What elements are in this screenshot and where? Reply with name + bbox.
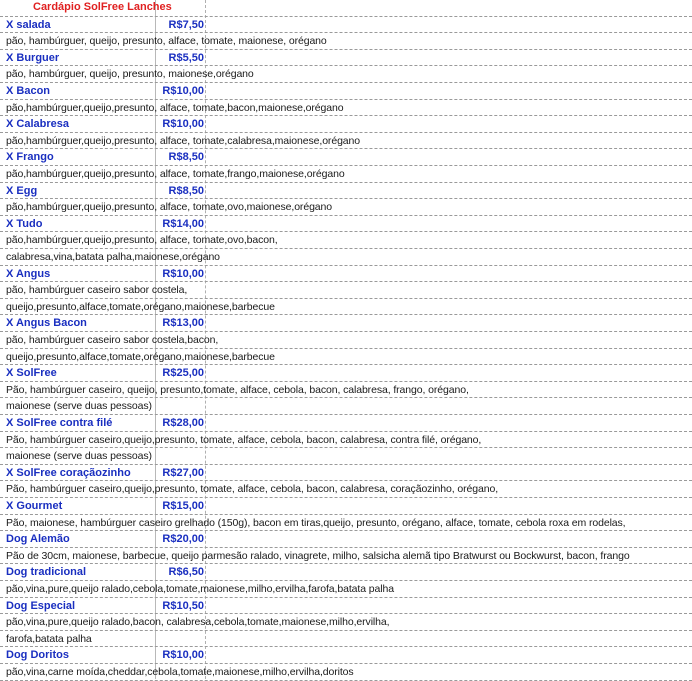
menu-item-row: [0, 647, 692, 664]
item-ingredients: Pão, hambúrguer caseiro,queijo,presunto, tomate, alface, cebola, bacon, calabresa, contra filé, orégano,: [6, 433, 482, 446]
item-name: X Bacon: [6, 85, 51, 97]
item-price: R$10,00: [162, 649, 204, 662]
ingredients-row: [0, 664, 692, 681]
ingredients-row: [0, 33, 692, 50]
item-price: R$8,50: [168, 151, 204, 164]
menu-item-row: [0, 17, 692, 34]
item-ingredients: pão, hambúrguer, queijo, presunto, alface, tomate, maionese, orégano: [6, 35, 327, 48]
item-price: R$27,00: [162, 466, 204, 479]
item-ingredients: queijo,presunto,alface,tomate,orégano,maionese,barbecue: [6, 350, 275, 363]
item-name: X Gourmet: [6, 500, 63, 512]
ingredients-row: [0, 100, 692, 117]
title-row: [0, 0, 692, 17]
ingredients-row: [0, 232, 692, 249]
item-price: R$25,00: [162, 367, 204, 380]
ingredients-row: [0, 382, 692, 399]
item-name: Dog tradicional: [6, 566, 87, 579]
ingredients-row: [0, 199, 692, 216]
item-price: R$10,50: [162, 599, 204, 612]
item-price: R$14,00: [162, 217, 204, 230]
item-name: X Burguer: [6, 51, 60, 64]
item-ingredients: Pão, hambúrguer caseiro,queijo,presunto, tomate, alface, cebola, bacon, calabresa, coraçãozinho, orégano,: [6, 483, 499, 496]
item-ingredients: pão,vina,pure,queijo ralado,bacon, calabresa,cebola,tomate,maionese,milho,ervilha,: [6, 616, 390, 629]
item-ingredients: calabresa,vina,batata palha,maionese,orégano: [6, 251, 220, 263]
item-name: X Calabresa: [6, 118, 69, 131]
item-ingredients: pão,hambúrguer,queijo,presunto, alface, tomate,ovo,maionese,orégano: [6, 201, 333, 214]
ingredients-row: [0, 249, 692, 266]
item-ingredients: pão,hambúrguer,queijo,presunto, alface, tomate,calabresa,maionese,orégano: [6, 134, 361, 147]
item-price: R$10,00: [162, 267, 204, 280]
item-ingredients: pão,hambúrguer,queijo,presunto, alface, tomate,frango,maionese,orégano: [6, 168, 345, 180]
item-name: X Egg: [6, 184, 38, 197]
menu-item-row: [0, 315, 692, 332]
item-ingredients: pão, hambúrguer caseiro sabor costela,: [6, 284, 188, 297]
item-ingredients: farofa,batata palha: [6, 632, 92, 645]
ingredients-row: [0, 166, 692, 183]
item-price: R$6,50: [168, 566, 204, 579]
ingredients-row: [0, 448, 692, 465]
item-name: X Tudo: [6, 217, 43, 230]
ingredients-row: [0, 332, 692, 349]
item-price: R$5,50: [168, 51, 204, 64]
item-name: Dog Alemão: [6, 533, 70, 546]
menu-item-row: [0, 266, 692, 283]
menu-item-row: [0, 365, 692, 382]
item-price: R$8,50: [168, 184, 204, 197]
item-ingredients: Pão de 30cm, maionese, barbecue, queijo parmesão ralado, vinagrete, milho, salsicha alemã tipo Bratwurst ou Bockwurst, bacon, frango: [6, 549, 630, 562]
ingredients-row: [0, 66, 692, 83]
menu-item-row: [0, 83, 692, 100]
item-ingredients: Pão, hambúrguer caseiro, queijo, presunto,tomate, alface, cebola, bacon, calabresa, frango, orégano,: [6, 383, 469, 396]
menu-item-row: [0, 564, 692, 581]
item-price: R$20,00: [162, 533, 204, 546]
item-ingredients: pão, hambúrguer, queijo, presunto, maionese,orégano: [6, 68, 254, 81]
ingredients-row: [0, 548, 692, 565]
item-ingredients: pão, hambúrguer caseiro sabor costela,bacon,: [6, 334, 219, 346]
ingredients-row: [0, 614, 692, 631]
item-price: R$28,00: [162, 417, 204, 429]
item-name: X Angus: [6, 267, 51, 280]
item-price: R$13,00: [162, 317, 204, 330]
item-ingredients: pão,hambúrguer,queijo,presunto, alface, tomate,bacon,maionese,orégano: [6, 101, 344, 114]
item-price: R$10,00: [162, 85, 204, 97]
menu-item-row: [0, 183, 692, 200]
item-name: X SolFree contra filé: [6, 417, 113, 429]
item-name: X salada: [6, 18, 51, 31]
item-name: X SolFree coraçãozinho: [6, 466, 131, 479]
item-ingredients: maionese (serve duas pessoas): [6, 400, 152, 413]
item-ingredients: queijo,presunto,alface,tomate,orégano,maionese,barbecue: [6, 300, 275, 313]
item-ingredients: Pão, maionese, hambúrguer caseiro grelhado (150g), bacon em tiras,queijo, presunto, orégano, alface, tomate, cebola roxa em rodelas,: [6, 516, 626, 529]
item-price: R$7,50: [168, 18, 204, 31]
item-name: Dog Especial: [6, 599, 76, 612]
menu-item-row: [0, 216, 692, 233]
menu-item-row: [0, 598, 692, 615]
ingredients-row: [0, 481, 692, 498]
ingredients-row: [0, 581, 692, 598]
ingredients-row: [0, 282, 692, 299]
menu-item-row: [0, 116, 692, 133]
item-price: R$10,00: [162, 118, 204, 131]
menu-item-row: [0, 415, 692, 432]
ingredients-row: [0, 299, 692, 316]
item-ingredients: pão,hambúrguer,queijo,presunto, alface, tomate,ovo,bacon,: [6, 234, 278, 247]
ingredients-row: [0, 631, 692, 648]
ingredients-row: [0, 398, 692, 415]
item-name: X Angus Bacon: [6, 317, 87, 330]
menu-item-row: [0, 531, 692, 548]
item-ingredients: maionese (serve duas pessoas): [6, 450, 152, 463]
ingredients-row: [0, 515, 692, 532]
menu-title: Cardápio SolFree Lanches: [33, 1, 172, 13]
item-name: X SolFree: [6, 367, 57, 380]
item-ingredients: pão,vina,carne moída,cheddar,cebola,tomate,maionese,milho,ervilha,doritos: [6, 666, 354, 678]
menu-item-row: [0, 149, 692, 166]
item-name: Dog Doritos: [6, 649, 69, 662]
item-price: R$15,00: [162, 500, 204, 512]
ingredients-row: [0, 349, 692, 366]
menu-item-row: [0, 465, 692, 482]
ingredients-row: [0, 432, 692, 449]
menu-item-row: [0, 498, 692, 515]
ingredients-row: [0, 133, 692, 150]
item-ingredients: pão,vina,pure,queijo ralado,cebola,tomate,maionese,milho,ervilha,farofa,batata palha: [6, 583, 394, 595]
item-name: X Frango: [6, 151, 54, 164]
menu-item-row: [0, 50, 692, 67]
